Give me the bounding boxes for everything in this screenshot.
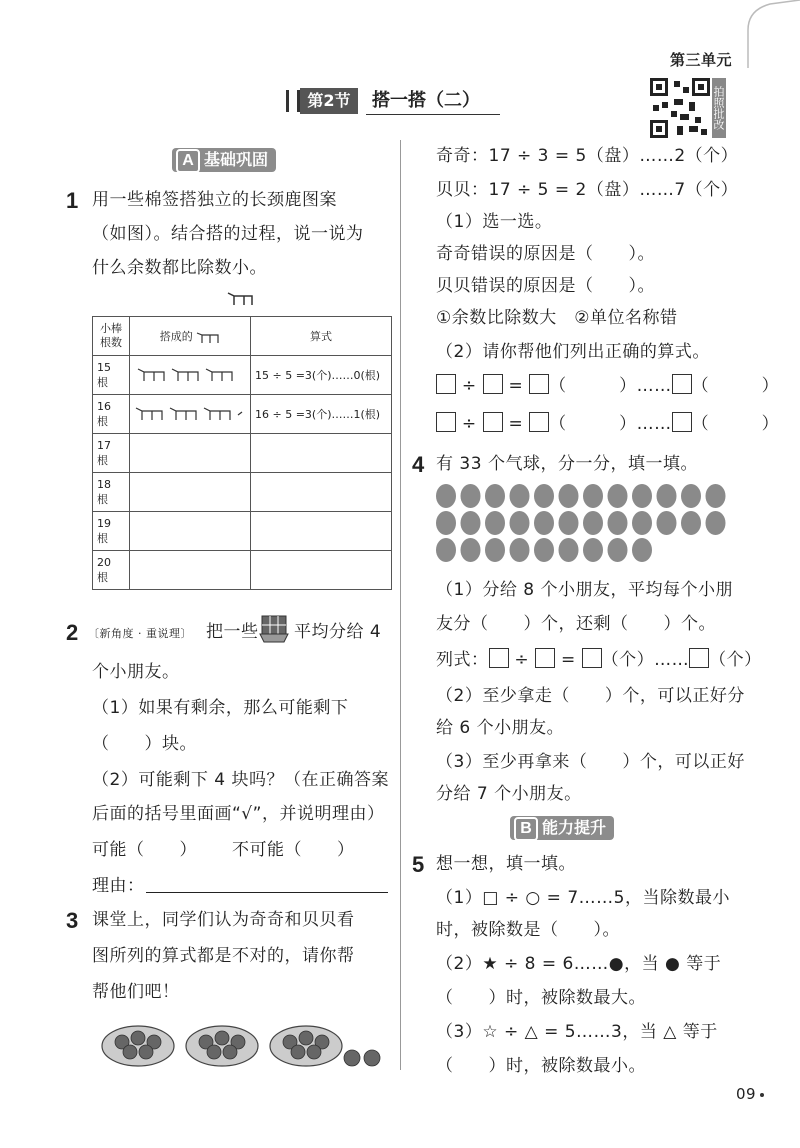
balloon-icon [436,511,456,535]
question-4-number: 4 [412,452,425,477]
balloon-icon [461,484,481,508]
q5-sub-2a: （2）★ ÷ 8 = 6……●，当 ● 等于 [436,954,722,974]
formula-cell-20[interactable] [251,551,392,590]
table-row: 17 根 [93,434,392,473]
balloons-illustration [436,484,736,564]
table-row: 16 根 16 ÷ 5 =3(个)……1(根) [93,395,392,434]
q3-sub-2: （2）请你帮他们列出正确的算式。 [436,342,710,362]
q5-sub-2b[interactable]: （ ）时，被除数最大。 [436,988,646,1008]
q2-line-5: （2）可能剩下 4 块吗？（在正确答案 [92,770,389,790]
balloon-icon [608,538,628,562]
q2-line-1a: 把一些 [206,622,259,642]
balloon-icon [583,511,603,535]
q3-sub-1a[interactable]: 奇奇错误的原因是（ ）。 [436,244,655,264]
title-mark-icon [286,90,300,112]
answer-box[interactable] [689,648,709,668]
table-row: 15 根 15 ÷ 5 =3(个)……0(根) [93,356,392,395]
balloon-icon [436,484,456,508]
q5-title: 想一想，填一填。 [436,854,576,874]
balloon-icon [657,484,677,508]
formula-cell-17[interactable] [251,434,392,473]
section-b-badge: B 能力提升 [510,816,614,840]
q1-line-3: 什么余数都比除数小。 [92,258,267,278]
balloon-icon [706,511,726,535]
balloon-icon [510,511,530,535]
figure-cell-20[interactable] [130,551,251,590]
q3-qiqi: 奇奇：17 ÷ 3 = 5（盘）……2（个） [436,146,739,166]
balloon-icon [608,484,628,508]
column-divider [400,140,401,1070]
q2-line-4[interactable]: （ ）块。 [92,734,197,754]
q3-line-2: 图所列的算式都是不对的，请你帮 [92,946,355,966]
title-section: 第2节 [300,88,358,114]
question-2-number: 2 [66,620,79,645]
q3-sub-1b[interactable]: 贝贝错误的原因是（ ）。 [436,276,655,296]
table-row: 19 根 [93,512,392,551]
balloon-icon [485,511,505,535]
page-dot-icon [760,1093,764,1097]
q2-reason-label: 理由： [92,876,145,896]
q2-line-1b: 平均分给 4 [294,622,382,642]
balloon-icon [559,484,579,508]
section-a-badge: A 基础巩固 [172,148,276,172]
giraffe-icon [196,331,220,343]
q5-sub-3b[interactable]: （ ）时，被除数最小。 [436,1056,646,1076]
q4-formula[interactable]: 列式： ÷ = （个）…… （个） [436,650,762,670]
balloon-icon [485,538,505,562]
answer-box[interactable] [672,412,692,432]
q5-sub-1b[interactable]: 时，被除数是（ ）。 [436,920,620,940]
answer-box[interactable] [436,374,456,394]
balloon-icon [436,538,456,562]
balloon-icon [681,511,701,535]
answer-box[interactable] [529,374,549,394]
balloon-icon [485,484,505,508]
answer-box[interactable] [483,412,503,432]
formula-cell-19[interactable] [251,512,392,551]
balloon-icon [510,484,530,508]
q2-option-yes[interactable]: 可能（ ） [92,840,197,860]
balloon-icon [559,511,579,535]
title-name: 搭一搭（二） [372,90,480,111]
q1-table [92,316,392,590]
answer-box[interactable] [672,374,692,394]
q4-sub-1b[interactable]: 友分（ ）个，还剩（ ）个。 [436,614,716,634]
q5-sub-1a: （1）□ ÷ ○ = 7……5，当除数最小 [436,888,730,908]
apple-plates-illustration [100,1016,392,1076]
balloon-icon [681,484,701,508]
q4-sub-3b: 分给 7 个小朋友。 [436,784,582,804]
giraffe-group-3 [130,356,251,395]
balloon-icon [632,484,652,508]
question-1-number: 1 [66,188,79,213]
balloon-icon [632,511,652,535]
qr-code-icon[interactable] [650,78,710,138]
figure-cell-18[interactable] [130,473,251,512]
balloon-icon [583,538,603,562]
q2-tag: 〔新角度 · 重说理〕 [88,627,192,640]
q3-beibei: 贝贝：17 ÷ 5 = 2（盘）……7（个） [436,180,739,200]
giraffe-figure-icon [226,290,256,310]
q4-sub-2a[interactable]: （2）至少拿走（ ）个，可以正好分 [436,686,745,706]
table-header-count: 小棒 根数 [93,317,130,356]
q4-title: 有 33 个气球，分一分，填一填。 [436,454,698,474]
balloon-icon [461,538,481,562]
table-header-figure: 搭成的 [130,317,251,356]
balloon-icon [534,511,554,535]
q2-line-2: 个小朋友。 [92,662,180,682]
answer-box[interactable] [436,412,456,432]
balloon-icon [510,538,530,562]
figure-cell-19[interactable] [130,512,251,551]
table-header-formula: 算式 [251,317,392,356]
chocolate-icon [258,614,292,648]
balloon-icon [534,538,554,562]
q3-answer-row-2[interactable]: ÷ = （ ）…… （ ） [436,412,779,436]
answer-box[interactable] [535,648,555,668]
q5-sub-3a: （3）☆ ÷ △ = 5……3，当 △ 等于 [436,1022,718,1042]
q3-line-1: 课堂上，同学们认为奇奇和贝贝看 [92,910,355,930]
corner-decoration [740,0,800,70]
q1-line-2: （如图）。结合搭的过程，说一说为 [92,224,364,244]
balloon-icon [461,511,481,535]
q2-reason-line[interactable] [146,892,388,893]
balloon-icon [534,484,554,508]
figure-cell-17[interactable] [130,434,251,473]
question-5-number: 5 [412,852,425,877]
formula-cell-18[interactable] [251,473,392,512]
title-bar [286,86,500,116]
q2-option-no[interactable]: 不可能（ ） [232,840,355,860]
balloon-icon [632,538,652,562]
answer-box[interactable] [483,374,503,394]
q4-sub-1a: （1）分给 8 个小朋友，平均每个小朋 [436,580,733,600]
q2-line-6: 后面的括号里面画“√”，并说明理由） [92,804,385,824]
question-3-number: 3 [66,908,79,933]
balloon-icon [608,511,628,535]
balloon-icon [559,538,579,562]
giraffe-group-3-plus-1 [130,395,251,434]
qr-side-label: 拍照批改 [712,78,726,138]
q4-sub-2b: 给 6 个小朋友。 [436,718,565,738]
q3-answer-row-1[interactable]: ÷ = （ ）…… （ ） [436,374,779,398]
q2-line-3: （1）如果有剩余，那么可能剩下 [92,698,349,718]
unit-label: 第三单元 [670,51,733,69]
q3-line-3: 帮他们吧！ [92,982,180,1002]
balloon-icon [657,511,677,535]
table-row: 20 根 [93,551,392,590]
balloon-icon [583,484,603,508]
table-row: 18 根 [93,473,392,512]
answer-box[interactable] [529,412,549,432]
answer-box[interactable] [489,648,509,668]
q3-options: ①余数比除数大 ②单位名称错 [436,308,678,328]
answer-box[interactable] [582,648,602,668]
balloon-icon [706,484,726,508]
q1-line-1: 用一些棉签搭独立的长颈鹿图案 [92,190,337,210]
q4-sub-3a[interactable]: （3）至少再拿来（ ）个，可以正好 [436,752,745,772]
page-number: 09 [736,1085,757,1103]
q3-sub-1: （1）选一选。 [436,212,553,232]
